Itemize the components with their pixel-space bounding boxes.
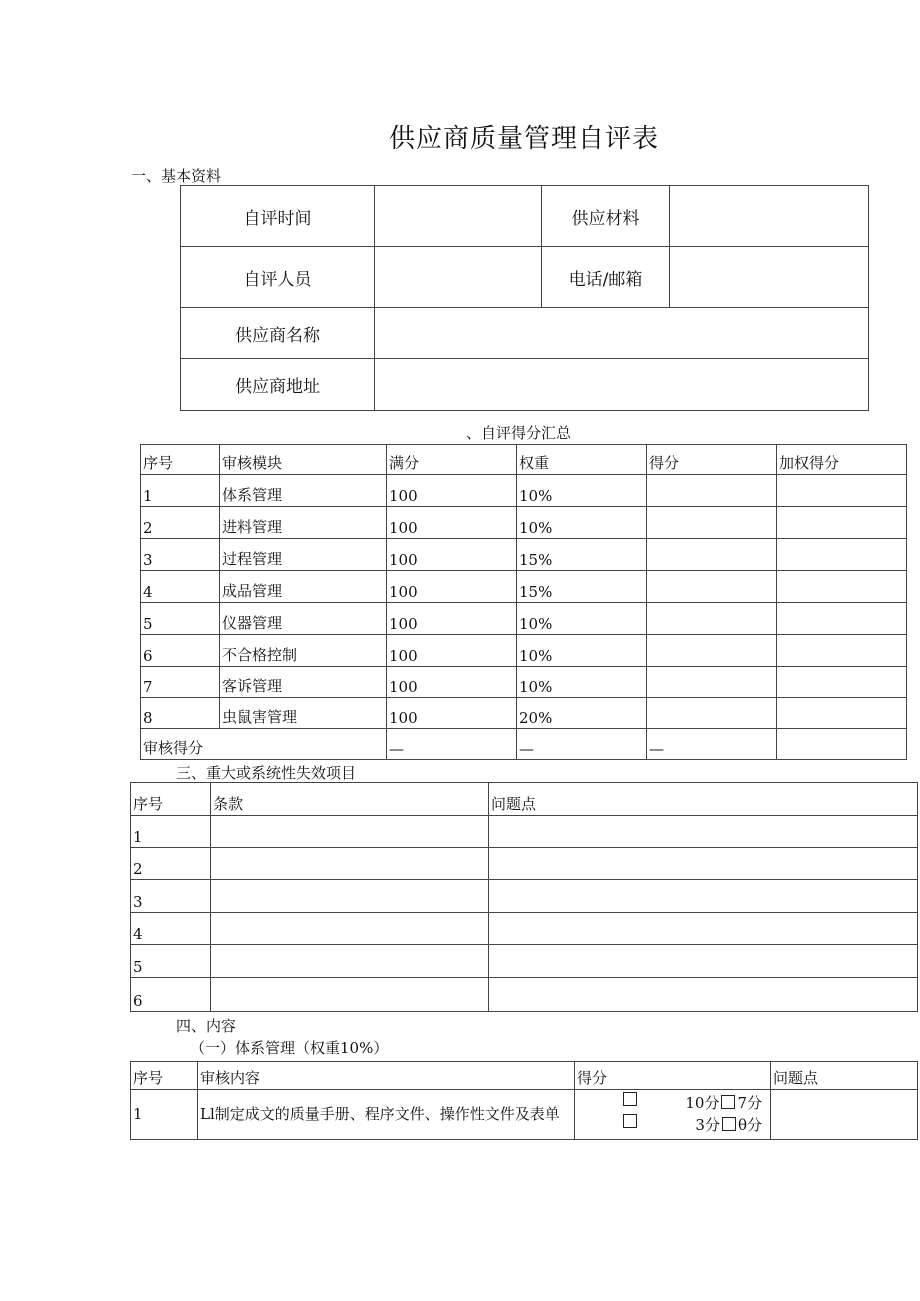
cell-module: 成品管理	[220, 571, 387, 603]
score-7-label: 7分	[737, 1094, 762, 1112]
total-row	[141, 729, 907, 760]
cell-no: 7	[141, 667, 220, 698]
cell-module: 过程管理	[220, 539, 387, 571]
cell-full-score: 100	[387, 698, 517, 729]
cell-clause[interactable]	[211, 880, 489, 913]
cell-clause[interactable]	[211, 978, 489, 1012]
cell-no: 1	[131, 816, 211, 848]
cell-score[interactable]	[647, 571, 777, 603]
cell-score-options	[575, 1090, 771, 1140]
basic-info-table	[180, 185, 869, 411]
section-failures: 三、重大或系统性失效项目	[176, 764, 357, 782]
cell-full-score: 100	[387, 507, 517, 539]
cell-weighted-score[interactable]	[777, 603, 907, 635]
cell-issue[interactable]	[489, 945, 918, 978]
cell-no: 2	[141, 507, 220, 539]
cell-weighted-score[interactable]	[777, 698, 907, 729]
cell-weight: 10%	[517, 475, 647, 507]
header-cell: 得分	[647, 445, 777, 475]
cell-no: 1	[141, 475, 220, 507]
cell-no: 6	[141, 635, 220, 667]
cell-module: 客诉管理	[220, 667, 387, 698]
field-phone-email[interactable]	[670, 247, 869, 308]
cell-score[interactable]	[647, 475, 777, 507]
cell-no: 4	[141, 571, 220, 603]
content-table	[130, 1061, 918, 1140]
cell-weighted-score[interactable]	[777, 635, 907, 667]
cell-audit-content: Ll制定成文的质量手册、程序文件、操作性文件及表单	[198, 1090, 575, 1140]
table-row	[141, 539, 907, 571]
score-3-label: 3分	[695, 1116, 720, 1134]
cell-module: 虫鼠害管理	[220, 698, 387, 729]
cell-no: 6	[131, 978, 211, 1012]
cell-score[interactable]	[647, 539, 777, 571]
table-row	[141, 507, 907, 539]
cell-issue[interactable]	[489, 848, 918, 880]
header-cell: 序号	[131, 783, 211, 816]
score-10-label: 10分	[685, 1094, 720, 1112]
field-supplier-name[interactable]	[375, 308, 869, 359]
cell-issue[interactable]	[489, 816, 918, 848]
cell-no: 3	[141, 539, 220, 571]
table-row	[141, 698, 907, 729]
failure-table	[130, 782, 918, 1012]
cell-total-weighted-score[interactable]	[777, 729, 907, 760]
cell-issue[interactable]	[771, 1090, 918, 1140]
cell-weight: 10%	[517, 507, 647, 539]
cell-weight: 10%	[517, 603, 647, 635]
table-row	[131, 816, 918, 848]
header-cell: 权重	[517, 445, 647, 475]
cell-weighted-score[interactable]	[777, 667, 907, 698]
cell-no: 5	[131, 945, 211, 978]
page-title: 供应商质量管理自评表	[388, 124, 659, 154]
cell-no: 1	[131, 1090, 198, 1140]
section-content: 四、内容	[176, 1017, 237, 1035]
cell-module: 体系管理	[220, 475, 387, 507]
score-0-label: θ分	[737, 1116, 762, 1134]
cell-score[interactable]	[647, 603, 777, 635]
table-row	[141, 571, 907, 603]
score-option-line	[577, 1114, 768, 1136]
checkbox[interactable]	[721, 1095, 735, 1109]
cell-full-score: 100	[387, 667, 517, 698]
cell-full-score: 100	[387, 635, 517, 667]
header-cell: 问题点	[489, 783, 918, 816]
field-supply-material[interactable]	[670, 186, 869, 247]
cell-clause[interactable]	[211, 945, 489, 978]
cell-issue[interactable]	[489, 880, 918, 913]
table-row	[131, 848, 918, 880]
score-pair	[695, 1114, 762, 1136]
failure-header-row	[131, 783, 918, 816]
summary-table	[140, 444, 907, 760]
table-row	[141, 667, 907, 698]
subsection-system-management: （一）体系管理（权重10%）	[190, 1039, 389, 1057]
checkbox[interactable]	[623, 1114, 637, 1128]
table-row	[131, 913, 918, 945]
cell-score[interactable]	[647, 635, 777, 667]
label-supply-material: 供应材料	[542, 186, 670, 247]
table-row	[131, 1090, 918, 1140]
label-evaluator: 自评人员	[181, 247, 375, 308]
cell-score[interactable]	[647, 507, 777, 539]
cell-weight: 15%	[517, 571, 647, 603]
cell-full-score: 100	[387, 571, 517, 603]
table-row	[141, 603, 907, 635]
cell-weight: 10%	[517, 635, 647, 667]
cell-no: 2	[131, 848, 211, 880]
section-summary: 、自评得分汇总	[466, 424, 572, 442]
dash-cell: —	[387, 729, 517, 760]
cell-clause[interactable]	[211, 816, 489, 848]
field-evaluator[interactable]	[375, 247, 542, 308]
cell-clause[interactable]	[211, 913, 489, 945]
cell-issue[interactable]	[489, 978, 918, 1012]
cell-weighted-score[interactable]	[777, 539, 907, 571]
cell-weight: 15%	[517, 539, 647, 571]
cell-weight: 10%	[517, 667, 647, 698]
table-row	[141, 475, 907, 507]
section-basic-info: 一、基本资料	[131, 167, 222, 185]
checkbox[interactable]	[722, 1117, 736, 1131]
header-cell: 条款	[211, 783, 489, 816]
cell-full-score: 100	[387, 475, 517, 507]
cell-weighted-score[interactable]	[777, 475, 907, 507]
cell-weighted-score[interactable]	[777, 507, 907, 539]
label-eval-time: 自评时间	[181, 186, 375, 247]
cell-clause[interactable]	[211, 848, 489, 880]
summary-header-row	[141, 445, 907, 475]
table-row	[131, 945, 918, 978]
label-supplier-name: 供应商名称	[181, 308, 375, 359]
header-cell: 加权得分	[777, 445, 907, 475]
score-option-line	[577, 1092, 768, 1114]
label-supplier-address: 供应商地址	[181, 359, 375, 411]
cell-issue[interactable]	[489, 913, 918, 945]
field-supplier-address[interactable]	[375, 359, 869, 411]
content-header-row	[131, 1062, 918, 1090]
label-phone-email: 电话/邮箱	[542, 247, 670, 308]
cell-score[interactable]	[647, 667, 777, 698]
cell-module: 不合格控制	[220, 635, 387, 667]
header-cell: 审核内容	[198, 1062, 575, 1090]
header-cell: 得分	[575, 1062, 771, 1090]
cell-full-score: 100	[387, 539, 517, 571]
cell-score[interactable]	[647, 698, 777, 729]
total-label: 审核得分	[141, 729, 387, 760]
table-row	[131, 880, 918, 913]
cell-no: 3	[131, 880, 211, 913]
field-eval-time[interactable]	[375, 186, 542, 247]
cell-weighted-score[interactable]	[777, 571, 907, 603]
cell-module: 进料管理	[220, 507, 387, 539]
header-cell: 满分	[387, 445, 517, 475]
cell-no: 4	[131, 913, 211, 945]
header-cell: 审核模块	[220, 445, 387, 475]
cell-module: 仪器管理	[220, 603, 387, 635]
score-pair	[685, 1092, 762, 1114]
header-cell: 序号	[141, 445, 220, 475]
cell-weight: 20%	[517, 698, 647, 729]
dash-cell: —	[647, 729, 777, 760]
header-cell: 问题点	[771, 1062, 918, 1090]
table-row	[141, 635, 907, 667]
dash-cell: —	[517, 729, 647, 760]
cell-no: 5	[141, 603, 220, 635]
cell-no: 8	[141, 698, 220, 729]
table-row	[131, 978, 918, 1012]
header-cell: 序号	[131, 1062, 198, 1090]
checkbox[interactable]	[623, 1092, 637, 1106]
cell-full-score: 100	[387, 603, 517, 635]
